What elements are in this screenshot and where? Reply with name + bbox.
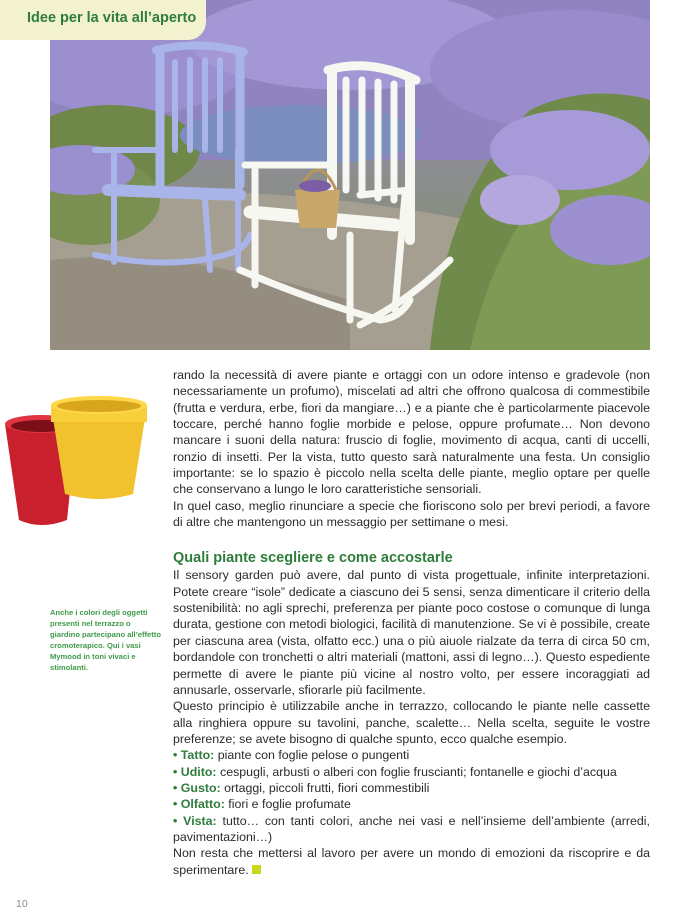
rocking-chairs-illustration [50, 0, 650, 350]
section-title-tab [0, 0, 206, 40]
list-item [173, 780, 650, 796]
list-item-term: • Vista: [173, 813, 217, 828]
section-title: Idee per la vita all’aperto [27, 10, 197, 26]
page-number: 10 [16, 898, 28, 910]
article-body [173, 367, 650, 878]
plant-pots-illustration [5, 392, 155, 532]
closing-text: Non resta che mettersi al lavoro per avere un mondo di emozioni da riscoprire e da sperimentare. [173, 846, 650, 877]
end-of-article-mark [252, 865, 261, 874]
list-item-term: • Udito: [173, 764, 217, 779]
list-item-term: • Tatto: [173, 748, 215, 763]
yellow-pot [51, 396, 147, 499]
paragraph: rando la necessità di avere piante e ortaggi con un odore intenso e gradevole (non necessariamente un profumo), miscelati ad altri che offrono qualcosa di commestibile (frutta e verdura, erbe, fiori da mangiare…) e a piante che è particolarmente piacevole toccare, perché hanno foglie morbide e pelose, oppure profumate… Non devono mancare i suoni della natura: fruscio di foglie, movimento di acqua, canti di uccelli, ronzio di insetti. Per la vista, tutto questo sarà naturalmente una festa. Un consiglio importante: se lo spazio è piccolo nella scelta delle piante, meglio optare per quelle che conservano a lungo le loro caratteristiche sensoriali. [173, 368, 650, 497]
list-item-text: piante con foglie pelose o pungenti [214, 748, 410, 763]
paragraph: Questo principio è utilizzabile anche in terrazzo, collocando le piante nelle cassette alla ringhiera oppure su tavolini, panche, scalette… Nella scelta, seguite le vostre preferenze; se avete bisogno di qualche spunto, ecco qualche esempio. [173, 699, 650, 746]
paragraph: In quel caso, meglio rinunciare a specie che fioriscono solo per brevi periodi, a favore di altre che mantengono un messaggio per settimane o mesi. [173, 498, 650, 530]
list-item-term: • Gusto: [173, 780, 221, 795]
list-item [173, 813, 650, 846]
list-item-text: tutto… con tanti colori, anche nei vasi e nell’insieme dell’ambiente (arredi, pavimentazioni…) [173, 813, 650, 844]
senses-list [173, 747, 650, 845]
list-item [173, 764, 650, 780]
list-item-text: cespugli, arbusti o alberi con foglie fruscianti; fontanelle e giochi d’acqua [216, 764, 617, 779]
list-item [173, 796, 650, 812]
list-item-text: ortaggi, piccoli frutti, fiori commestibili [220, 780, 430, 795]
list-item-text: fiori e foglie profumate [224, 797, 351, 812]
section-heading: Quali piante scegliere e come accostarle [173, 550, 453, 567]
list-item [173, 747, 650, 763]
photo-caption: Anche i colori degli oggetti presenti nel terrazzo o giardino partecipano all’effetto cromoterapico. Qui i vasi Mymood in toni vivaci e stimolanti. [50, 608, 161, 672]
closing-paragraph [173, 845, 650, 878]
list-item-term: • Olfatto: [173, 797, 225, 812]
paragraph: Il sensory garden può avere, dal punto di vista progettuale, infinite interpretazioni. Potete creare “isole” dedicate a ciascuno dei 5 sensi, senza dimenticare il criterio della sostenibilità: no agli sprechi, preferenza per piante poco costose o comunque di lunga durata, gestione con metodi biologici, facilità di manutenzione. Se vi è possibile, create per ciascuna area (vista, olfatto ecc.) una o più aiuole rialzate da terra di circa 50 cm, bordandole con tronchetti o altri materiali (mattoni, assi di legno…). Questo espediente permette di avere le piante più vicine al nostro volto, per essere incoraggiati ad annusarle, osservarle, sfiorarle più facilmente. [173, 568, 650, 697]
hero-photo [50, 0, 650, 350]
pots-photo [5, 392, 155, 532]
